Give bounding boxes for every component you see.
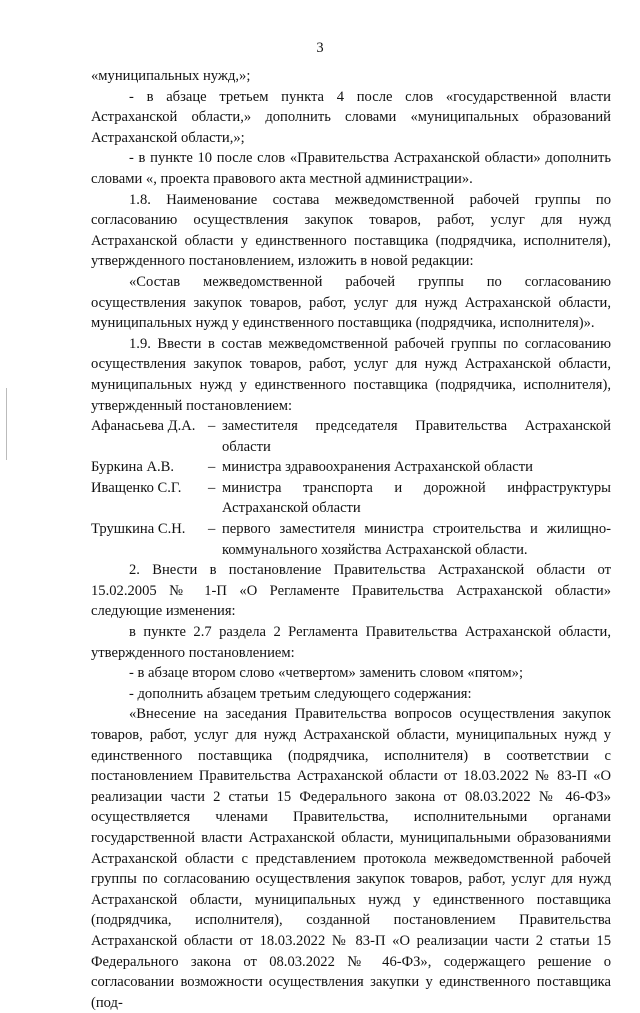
- member-dash: –: [208, 418, 216, 435]
- member-row: [91, 519, 611, 560]
- member-name: Буркина А.В.: [91, 459, 175, 476]
- document-body: [91, 66, 611, 1013]
- member-row: [91, 478, 611, 519]
- member-post: министра транспорта и дорожной инфраструктуры Астраханской области: [222, 479, 611, 517]
- paragraph: - в абзаце втором слово «четвертом» заменить словом «пятом»;: [129, 665, 524, 682]
- member-dash: –: [208, 479, 216, 496]
- member-name: Иващенко С.Г.: [91, 479, 182, 496]
- member-post: заместителя председателя Правительства Астраханской области: [222, 418, 611, 455]
- paragraph: - в пункте 10 после слов «Правительства Астраханской области» дополнить словами «, проекта правового акта местной администрации».: [91, 150, 611, 187]
- member-row: [91, 457, 611, 478]
- paragraph: - дополнить абзацем третьим следующего содержания:: [129, 685, 472, 702]
- page-number: 3: [316, 40, 324, 56]
- paragraph: в пункте 2.7 раздела 2 Регламента Правительства Астраханской области, утвержденного постановлением:: [91, 624, 611, 661]
- paragraph: «муниципальных нужд,»;: [91, 68, 251, 84]
- member-name: Афанасьева Д.А.: [91, 418, 196, 435]
- member-row: [91, 416, 611, 457]
- member-list: [91, 416, 611, 560]
- paragraph: «Внесение на заседания Правительства вопросов осуществления закупок товаров, работ, услуг для нужд Астраханской области, муниципальных нужд у единственного поставщика (подрядчика, исполнителя) в соответствии с постановлением Правительства Астраханской области от 18.03.2022 № 83-П «О реализации части 2 статьи 15 Федерального закона от 08.03.2022 № 46-ФЗ» осуществляется членами Правительства, исполнительными органами государственной власти Астраханской области, муниципальными образованиями Астраханской области с представлением протокола межведомственной рабочей группы по согласованию осуществления закупок товаров, работ, услуг для нужд Астраханской области, муниципальных нужд у единственного поставщика (подрядчика, исполнителя), созданной постановлением Правительства Астраханской области от 18.03.2022 № 83-П «О реализации части 2 статьи 15 Федерального закона от 08.03.2022 № 46-ФЗ», содержащего решение о согласовании возможности осуществления закупки у единственного поставщика (под-: [91, 706, 611, 1011]
- scan-edge-mark: [6, 388, 7, 460]
- paragraph: 1.9. Ввести в состав межведомственной рабочей группы по согласованию осуществления закупок товаров, работ, услуг для нужд Астраханской области, муниципальных нужд у единственного поставщика (подрядчика, исполнителя), утвержденный постановлением:: [91, 335, 611, 414]
- member-post: первого заместителя министра строительства и жилищно-коммунального хозяйства Астраханской области.: [222, 521, 611, 558]
- member-name: Трушкина С.Н.: [91, 521, 186, 538]
- paragraph: 1.8. Наименование состава межведомственной рабочей группы по согласованию осуществления закупок товаров, работ, услуг для нужд Астраханской области у единственного поставщика (подрядчика, исполнителя), утвержденного постановлением, изложить в новой редакции:: [91, 191, 611, 270]
- member-dash: –: [208, 521, 216, 538]
- member-post: министра здравоохранения Астраханской области: [222, 459, 533, 476]
- paragraph: «Состав межведомственной рабочей группы по согласованию осуществления закупок товаров, работ, услуг для нужд Астраханской области, муниципальных нужд у единственного поставщика (подрядчика, исполнителя)».: [91, 273, 611, 332]
- member-dash: –: [208, 459, 216, 476]
- paragraph: - в абзаце третьем пункта 4 после слов «государственной власти Астраханской области,» дополнить словами «муниципальных образований Астраханской области,»;: [91, 88, 611, 146]
- paragraph: 2. Внести в постановление Правительства Астраханской области от 15.02.2005 № 1-П «О Регламенте Правительства Астраханской области» следующие изменения:: [91, 562, 611, 620]
